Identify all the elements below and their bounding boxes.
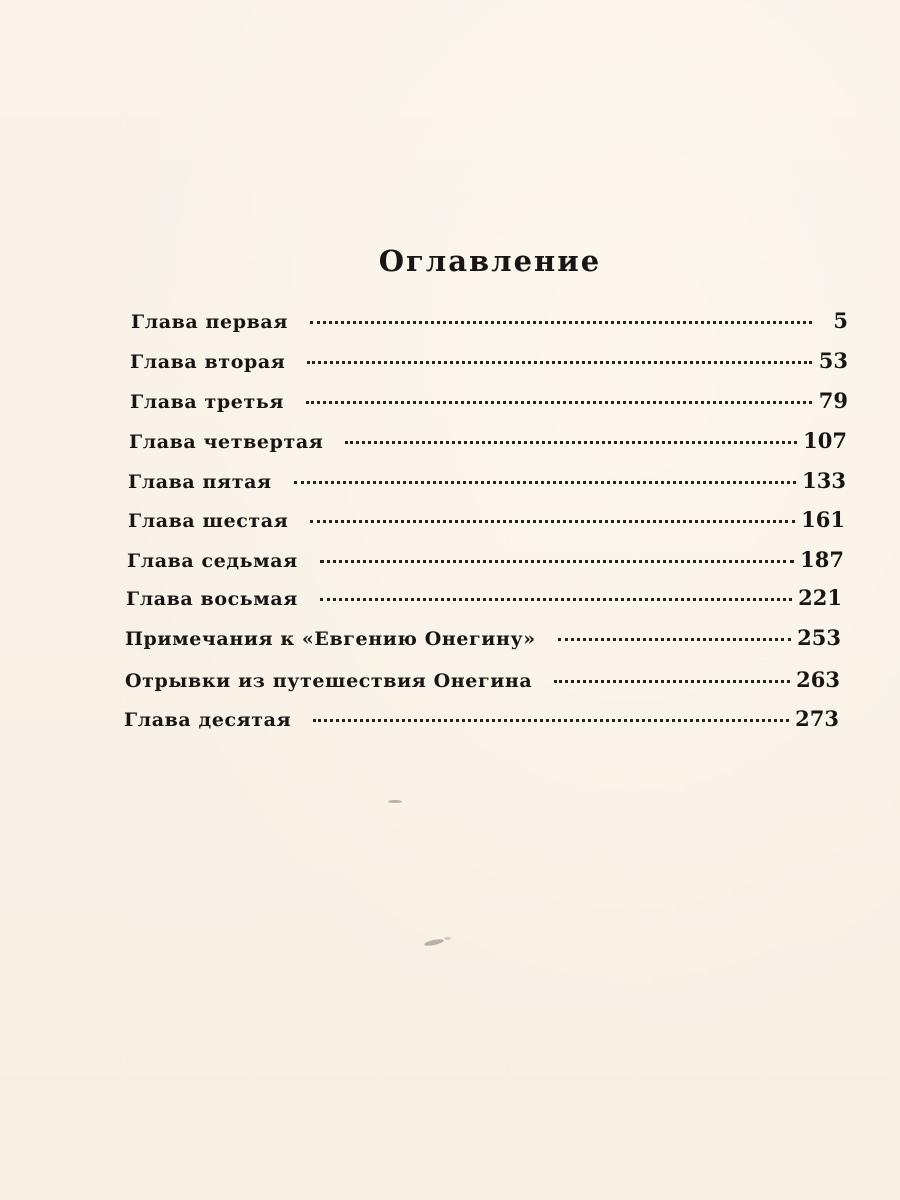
toc-entry-page: 263 [796, 667, 840, 692]
toc-entry [128, 468, 846, 498]
toc-entry-label: Отрывки из путешествия Онегина [125, 670, 533, 692]
toc-entry-label: Глава восьмая [126, 588, 298, 610]
toc-entry [124, 706, 839, 736]
toc-entry-label: Глава седьмая [127, 550, 298, 572]
dot-leader [310, 321, 812, 324]
toc-entry [125, 667, 840, 697]
toc-entry [130, 348, 848, 378]
toc-entry-page: 79 [818, 388, 848, 413]
dot-leader [320, 598, 792, 601]
toc-entry-page: 5 [833, 308, 848, 333]
dot-leader [345, 441, 797, 444]
toc-entry-label: Примечания к «Евгению Онегину» [125, 628, 536, 650]
toc-entry [125, 625, 841, 655]
toc-entry [131, 308, 848, 338]
toc-entry-page: 107 [803, 428, 847, 453]
dot-leader [310, 520, 795, 523]
toc-entry-page: 253 [797, 625, 841, 650]
toc-entry-label: Глава вторая [130, 351, 286, 373]
toc-entry [127, 547, 844, 577]
toc-entry-label: Глава третья [130, 391, 285, 413]
toc-entry-label: Глава десятая [124, 709, 292, 731]
toc-entry-label: Глава первая [131, 311, 288, 333]
paper-speck [388, 800, 402, 803]
dot-leader [307, 361, 812, 364]
toc-entry-page: 273 [795, 706, 839, 731]
dot-leader [558, 638, 791, 641]
toc-title: Оглавление [378, 244, 602, 278]
toc-entry-page: 187 [800, 547, 844, 572]
dot-leader [294, 481, 797, 484]
paper-speck [444, 937, 451, 940]
dot-leader [320, 560, 794, 563]
toc-entry-page: 161 [801, 507, 845, 532]
dot-leader [306, 401, 812, 404]
toc-entry-page: 221 [798, 585, 842, 610]
dot-leader [554, 680, 790, 683]
toc-entry [130, 388, 848, 418]
toc-entry-label: Глава четвертая [129, 431, 324, 453]
toc-entry-label: Глава пятая [128, 471, 272, 493]
toc-entry [129, 428, 847, 458]
toc-entry-page: 133 [802, 468, 846, 493]
toc-entry [128, 507, 845, 537]
dot-leader [313, 719, 789, 722]
toc-entry-page: 53 [818, 348, 848, 373]
toc-entry-label: Глава шестая [128, 510, 289, 532]
toc-entry [126, 585, 842, 615]
